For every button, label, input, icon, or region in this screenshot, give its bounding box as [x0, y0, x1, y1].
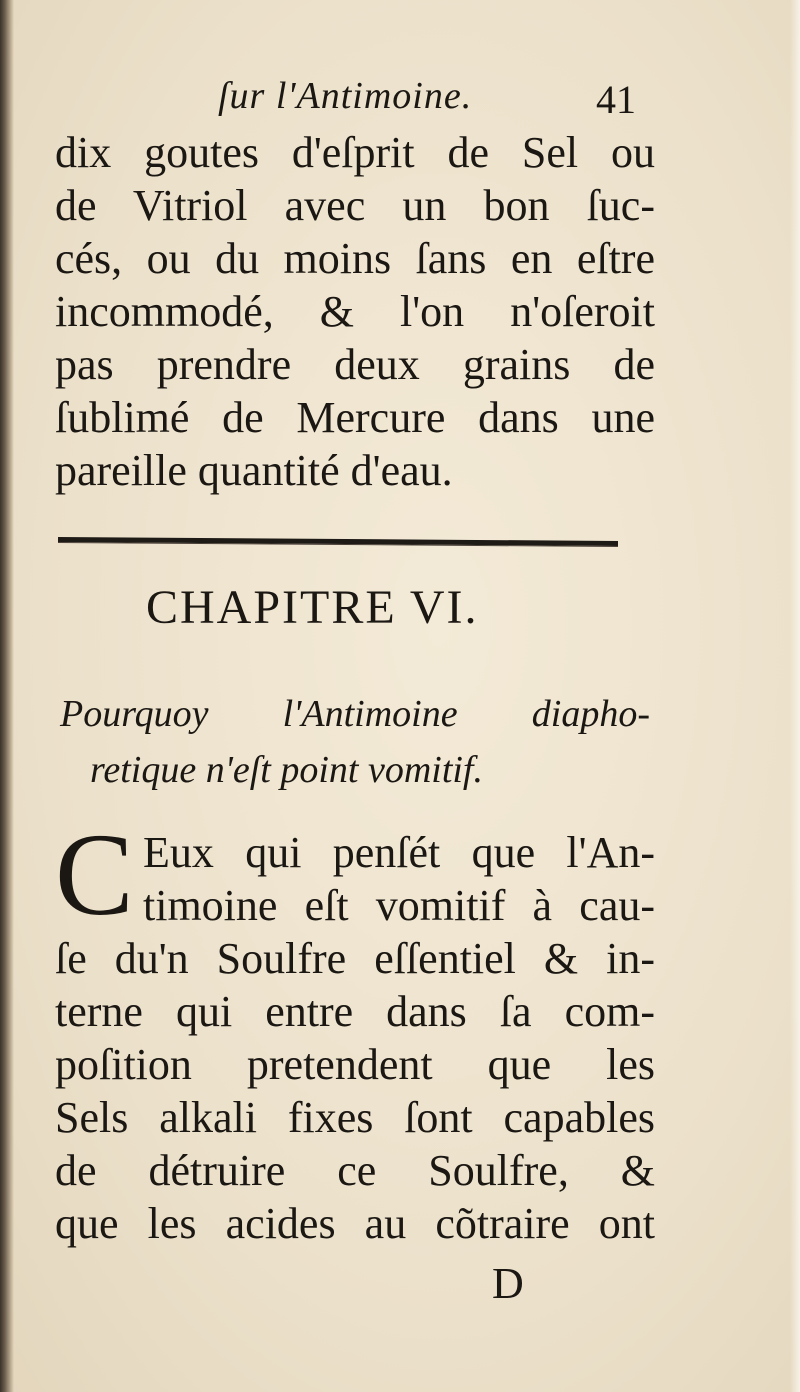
- text-line: pareille quantité d'eau.: [55, 446, 453, 495]
- text-line: cés, ou du moins ſans en eſtre: [55, 234, 655, 283]
- chapter-subtitle: [60, 686, 650, 798]
- text-line: Sels alkali fixes ſont capables: [55, 1093, 655, 1142]
- text-line: ſublimé de Mercure dans une: [55, 393, 655, 442]
- page-number: 41: [596, 77, 636, 122]
- text-line: terne qui entre dans ſa com-: [55, 987, 655, 1036]
- subtitle-line: retique n'eſt point vomitif.: [90, 749, 483, 791]
- page-edge: [790, 0, 800, 1392]
- paragraph-2: [55, 809, 655, 1250]
- text-line: pas prendre deux grains de: [55, 340, 655, 389]
- text-line: Eux qui penſét que l'An-: [143, 828, 655, 877]
- page-gutter: [0, 0, 14, 1392]
- text-line: ſe du'n Soulfre eſſentiel & in-: [55, 934, 655, 983]
- text-line: timoine eſt vomitif à cau-: [143, 881, 655, 930]
- text-line: de Vitriol avec un bon ſuc-: [55, 181, 655, 230]
- text-line: que les acides au cõtraire ont: [55, 1199, 655, 1248]
- text-line: de détruire ce Soulfre, &: [55, 1146, 655, 1195]
- chapter-heading: CHAPITRE VI.: [146, 581, 479, 634]
- text-line: poſition pretendent que les: [55, 1040, 655, 1089]
- text-line: incommodé, & l'on n'oſeroit: [55, 287, 655, 336]
- running-title: ſur l'Antimoine.: [218, 75, 473, 117]
- drop-cap: C: [55, 809, 134, 940]
- paragraph-1: [55, 126, 655, 497]
- subtitle-line: Pourquoy l'Antimoine diapho-: [60, 693, 650, 735]
- text-line: dix goutes d'eſprit de Sel ou: [55, 128, 655, 177]
- section-rule: [58, 537, 618, 547]
- catchword: D: [492, 1259, 524, 1308]
